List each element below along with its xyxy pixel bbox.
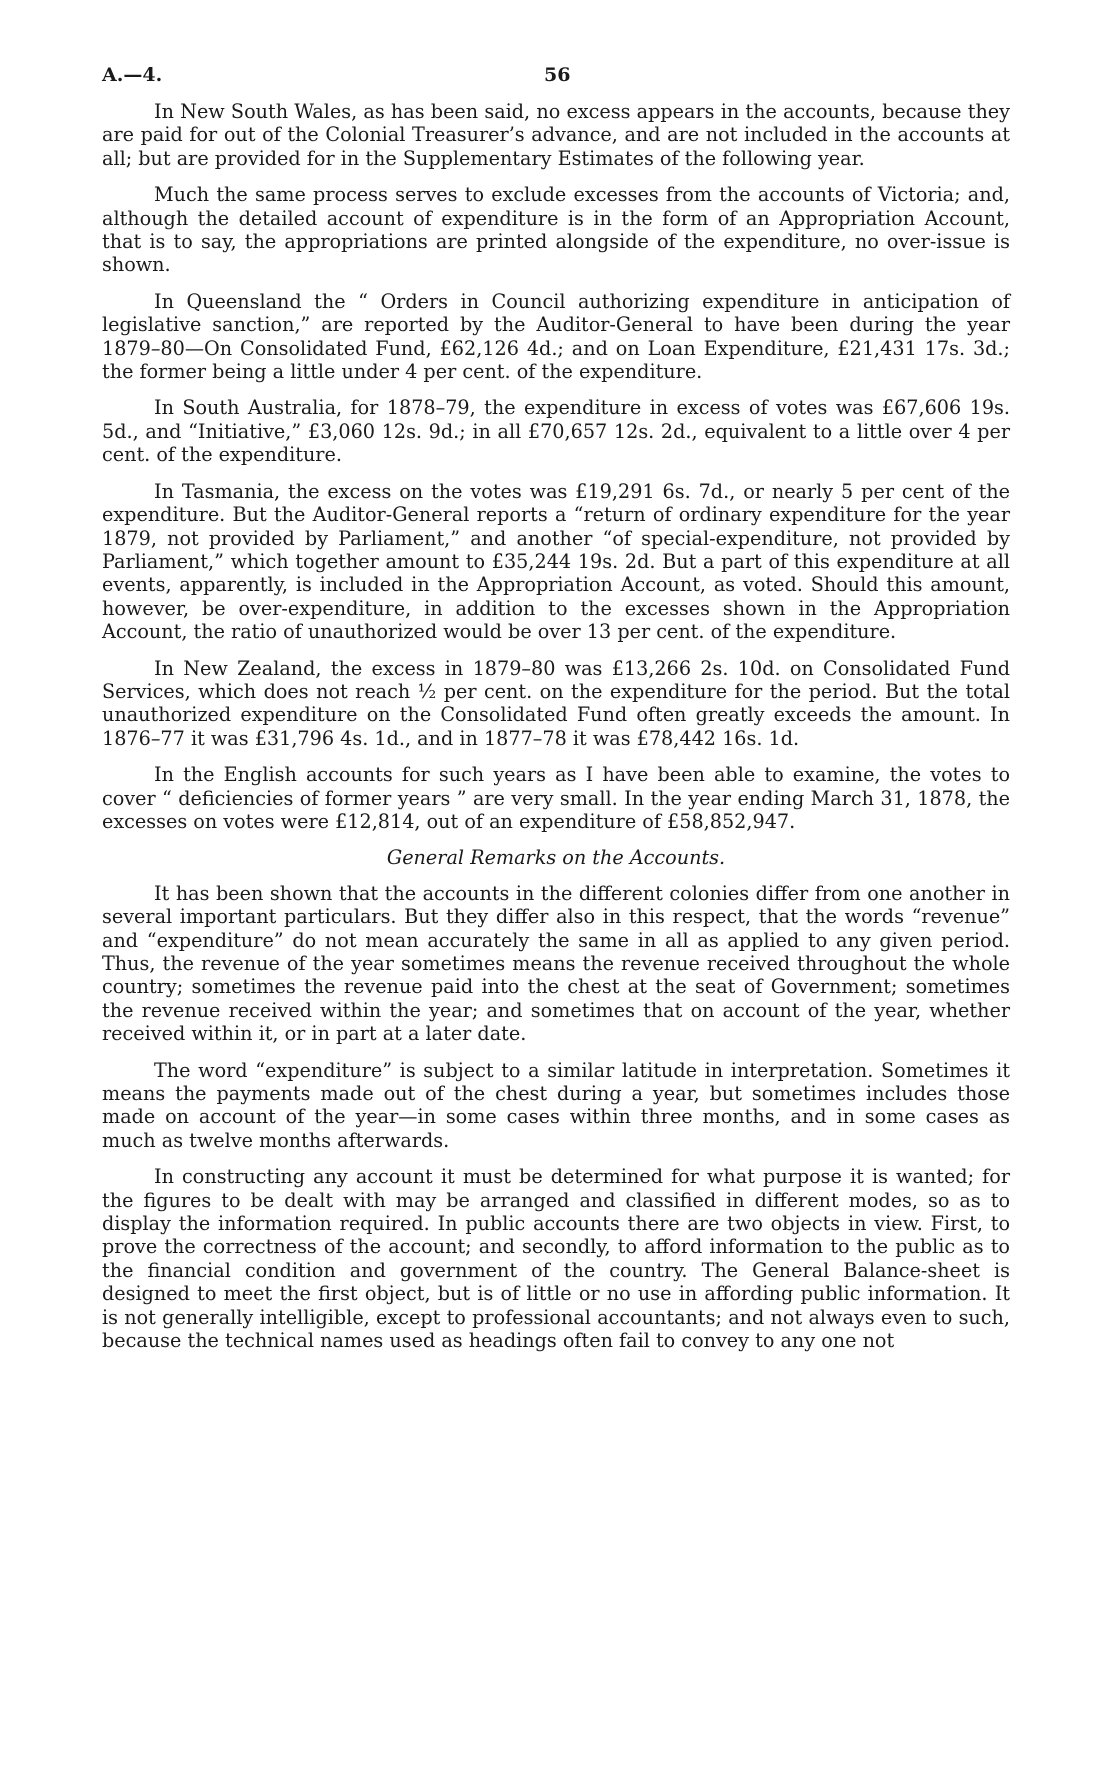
paragraph-tasmania: In Tasmania, the excess on the votes was £19,291 6s. 7d., or nearly 5 per cent of the expenditure. But the Auditor-General reports a “return of ordinary expenditure for the year 1879, not provided by Parliament,” and another “of special-expenditure, not provided by Parliament,” which together amount to £35,244 19s. 2d. But a part of this expenditure at all events, apparently, is included in the Appropriation Account, as voted. Should this amount, however, be over-expenditure, in addition to the excesses shown in the Appropriation Account, the ratio of unauthorized would be over 13 per cent. of the expenditure. [102, 479, 1010, 644]
paragraph-victoria: Much the same process serves to exclude excesses from the accounts of Victoria; and, although the detailed account of expenditure is in the form of an Appropriation Account, that is to say, the appropriations are printed alongside of the expenditure, no over-issue is shown. [102, 183, 1010, 277]
body-text [102, 100, 1010, 1353]
page-number: 56 [544, 64, 571, 86]
paragraph-new-zealand: In New Zealand, the excess in 1879–80 was £13,266 2s. 10d. on Consolidated Fund Services, which does not reach ½ per cent. on the expenditure for the period. But the total unauthorized expenditure on the Consolidated Fund often greatly exceeds the amount. In 1876–77 it was £31,796 4s. 1d., and in 1877–78 it was £78,442 16s. 1d. [102, 656, 1010, 750]
paragraph-expenditure-word: The word “expenditure” is subject to a similar latitude in interpretation. Sometimes it means the payments made out of the chest during a year, but sometimes includes those made on account of the year—in some cases within three months, and in some cases as much as twelve months afterwards. [102, 1058, 1010, 1152]
paragraph-queensland: In Queensland the “ Orders in Council authorizing expenditure in anticipation of legislative sanction,” are reported by the Auditor-General to have been during the year 1879–80—On Consolidated Fund, £62,126 4d.; and on Loan Expenditure, £21,431 17s. 3d.; the former being a little under 4 per cent. of the expenditure. [102, 289, 1010, 384]
paragraph-new-south-wales: In New South Wales, as has been said, no excess appears in the accounts, because they are paid for out of the Colonial Treasurer’s advance, and are not included in the accounts at all; but are provided for in the Supplementary Estimates of the following year. [102, 100, 1010, 170]
section-heading: General Remarks on the Accounts. [386, 846, 726, 870]
document-page [102, 64, 1010, 1366]
page-header [102, 64, 1010, 100]
document-reference: A.—4. [102, 64, 163, 86]
paragraph-colonies-differ: It has been shown that the accounts in the different colonies differ from one another in several important particulars. But they differ also in this respect, that the words “revenue” and “expenditure” do not mean accurately the same in all as applied to any given period. Thus, the revenue of the year sometimes means the revenue received throughout the whole country; sometimes the revenue paid into the chest at the seat of Government; sometimes the revenue received within the year; and sometimes that on account of the year, whether received within it, or in part at a later date. [102, 881, 1010, 1046]
paragraph-english-accounts: In the English accounts for such years as I have been able to examine, the votes to cover “ deficiencies of former years ” are very small. In the year ending March 31, 1878, the excesses on votes were £12,814, out of an expenditure of £58,852,947. [102, 763, 1010, 833]
paragraph-south-australia: In South Australia, for 1878–79, the expenditure in excess of votes was £67,606 19s. 5d., and “Initiative,” £3,060 12s. 9d.; in all £70,657 12s. 2d., equivalent to a little over 4 per cent. of the expenditure. [102, 396, 1010, 467]
paragraph-constructing-account: In constructing any account it must be determined for what purpose it is wanted; for the figures to be dealt with may be arranged and classified in different modes, so as to display the information required. In public accounts there are two objects in view. First, to prove the correctness of the account; and secondly, to afford information to the public as to the financial condition and government of the country. The General Balance-sheet is designed to meet the first object, but is of little or no use in affording public information. It is not generally intelligible, except to professional accountants; and not always even to such, because the technical names used as headings often fail to convey to any one not [102, 1165, 1010, 1353]
